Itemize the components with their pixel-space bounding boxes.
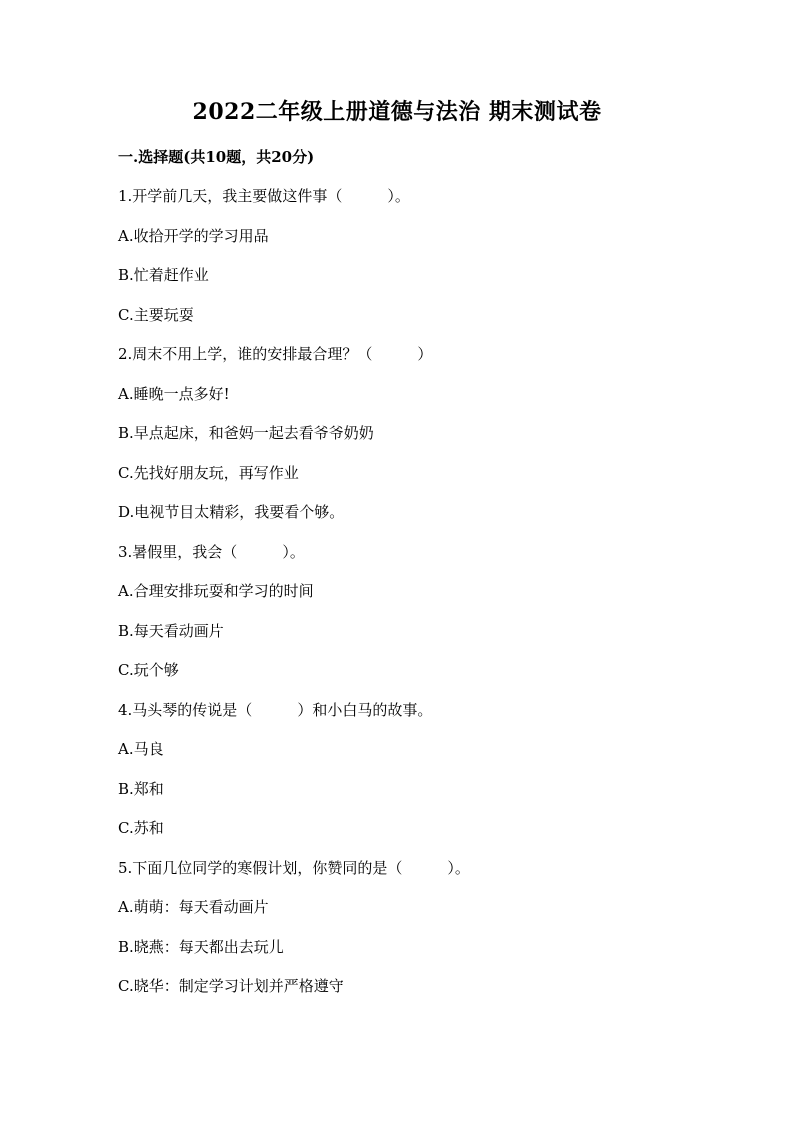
question-2-option-d: D.电视节目太精彩，我要看个够。: [118, 503, 345, 521]
question-2-stem: 2.周末不用上学，谁的安排最合理？（ ）: [118, 345, 433, 363]
question-5-option-b: B.晓燕：每天都出去玩儿: [118, 937, 284, 956]
question-1-option-a: A.收拾开学的学习用品: [118, 226, 269, 245]
question-2-option-b: B.早点起床，和爸妈一起去看爷爷奶奶: [118, 424, 374, 442]
question-1-stem: 1.开学前几天，我主要做这件事（ ）。: [118, 187, 410, 205]
section-heading: 一.选择题(共10题，共20分): [118, 148, 315, 166]
question-4-option-c: C.苏和: [118, 819, 164, 837]
question-list: [118, 185, 718, 1015]
question-5-option-c: C.晓华：制定学习计划并严格遵守: [118, 977, 344, 995]
question-2-option-c: C.先找好朋友玩，再写作业: [118, 463, 299, 482]
question-3-stem: 3.暑假里，我会（ ）。: [118, 542, 305, 561]
question-3-option-a: A.合理安排玩耍和学习的时间: [118, 582, 314, 600]
question-4-option-b: B.郑和: [118, 779, 164, 798]
question-1-option-c: C.主要玩耍: [118, 305, 194, 324]
question-5-stem: 5.下面几位同学的寒假计划，你赞同的是（ ）。: [118, 858, 470, 877]
question-2-option-a: A.睡晚一点多好!: [118, 384, 230, 403]
question-4-option-a: A.马良: [118, 740, 164, 758]
document-title: 2022二年级上册道德与法治 期末测试卷: [192, 99, 602, 125]
question-3-option-b: B.每天看动画片: [118, 621, 224, 640]
question-1-option-b: B.忙着赶作业: [118, 266, 209, 284]
question-4-stem: 4.马头琴的传说是（ ）和小白马的故事。: [118, 700, 433, 719]
question-3-option-c: C.玩个够: [118, 661, 179, 679]
question-5-option-a: A.萌萌：每天看动画片: [118, 898, 269, 916]
